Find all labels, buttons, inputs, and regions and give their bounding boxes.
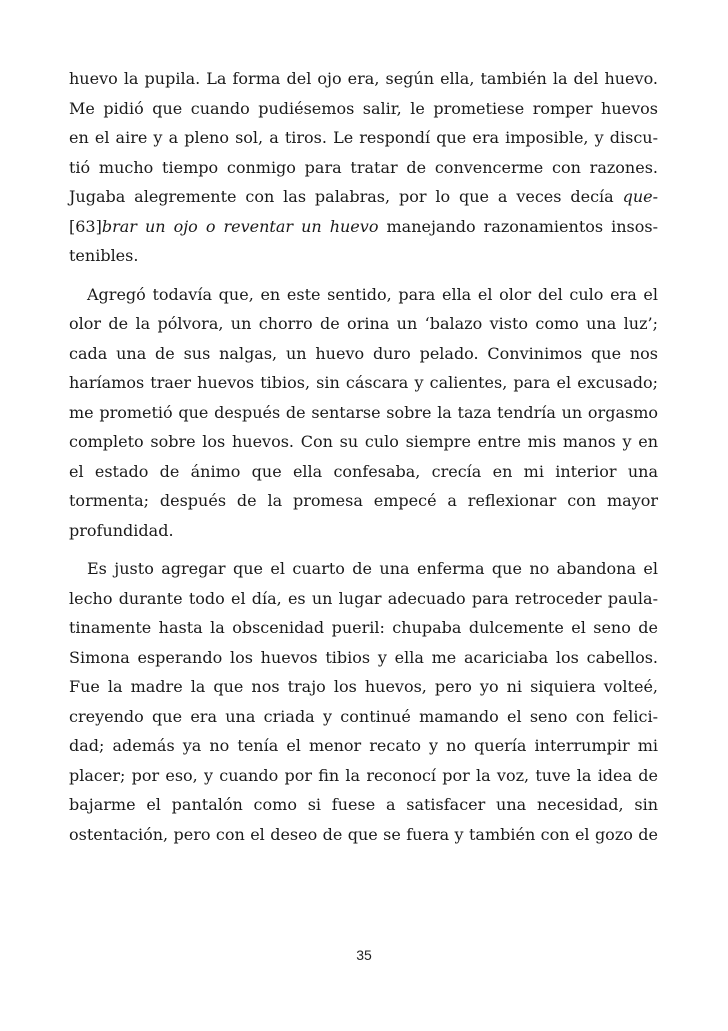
text-line: olor de la pólvora, un chorro de orina un ‘balazo visto como una luz’; <box>69 314 658 333</box>
page-number: 35 <box>356 947 372 963</box>
page-body <box>69 64 658 849</box>
paragraph-1 <box>69 64 658 271</box>
italic-run: que- <box>622 187 658 206</box>
text-line: huevo la pupila. La forma del ojo era, según ella, también la del huevo. <box>69 69 658 88</box>
paragraph-3 <box>69 554 658 849</box>
text-line: tió mucho tiempo conmigo para tratar de convencerme con razones. <box>69 157 658 177</box>
text-line <box>69 212 658 242</box>
text-line: Me pidió que cuando pudiésemos salir, le prometiese romper huevos <box>69 98 658 118</box>
text-line: Agregó todavía que, en este sentido, para ella el olor del culo era el <box>87 284 658 304</box>
text-line: profundidad. <box>69 520 174 540</box>
italic-run: brar un ojo o reventar un huevo <box>101 216 379 236</box>
text-line: tormenta; después de la promesa empecé a reflexionar con mayor <box>69 491 658 510</box>
text-run: manejando razonamientos insos- <box>378 216 659 236</box>
paragraph-2 <box>69 280 658 546</box>
page-reference: [63] <box>69 216 102 236</box>
text-run: Jugaba alegremente con las palabras, por lo que a veces decía <box>69 187 614 206</box>
text-line: completo sobre los huevos. Con su culo siempre entre mis manos y en <box>69 432 658 451</box>
text-line: ostentación, pero con el deseo de que se fuera y también con el gozo de <box>69 824 658 844</box>
text-line: cada una de sus nalgas, un huevo duro pelado. Convinimos que nos <box>69 343 658 363</box>
text-line: Es justo agregar que el cuarto de una enferma que no abandona el <box>87 559 658 578</box>
text-line: haríamos traer huevos tibios, sin cáscara y calientes, para el excusado; <box>69 373 658 392</box>
text-line: Simona esperando los huevos tibios y ella me acariciaba los cabellos. <box>69 647 658 667</box>
text-line: placer; por eso, y cuando por fin la reconocí por la voz, tuve la idea de <box>69 765 658 785</box>
text-line: tenibles. <box>69 246 139 265</box>
text-line: me prometió que después de sentarse sobre la taza tendría un orgasmo <box>69 402 658 422</box>
text-line: en el aire y a pleno sol, a tiros. Le respondí que era imposible, y discu- <box>69 128 658 147</box>
text-line <box>69 182 658 212</box>
text-line: Fue la madre la que nos trajo los huevos, pero yo ni siquiera volteé, <box>69 677 658 696</box>
text-line: lecho durante todo el día, es un lugar adecuado para retroceder paula- <box>69 588 658 608</box>
text-line: bajarme el pantalón como si fuese a satisfacer una necesidad, sin <box>69 795 658 814</box>
text-line: dad; además ya no tenía el menor recato y no quería interrumpir mi <box>69 736 658 755</box>
text-line: creyendo que era una criada y continué mamando el seno con felici- <box>69 706 658 726</box>
text-line: el estado de ánimo que ella confesaba, crecía en mi interior una <box>69 461 658 481</box>
text-line: tinamente hasta la obscenidad pueril: chupaba dulcemente el seno de <box>69 618 658 637</box>
